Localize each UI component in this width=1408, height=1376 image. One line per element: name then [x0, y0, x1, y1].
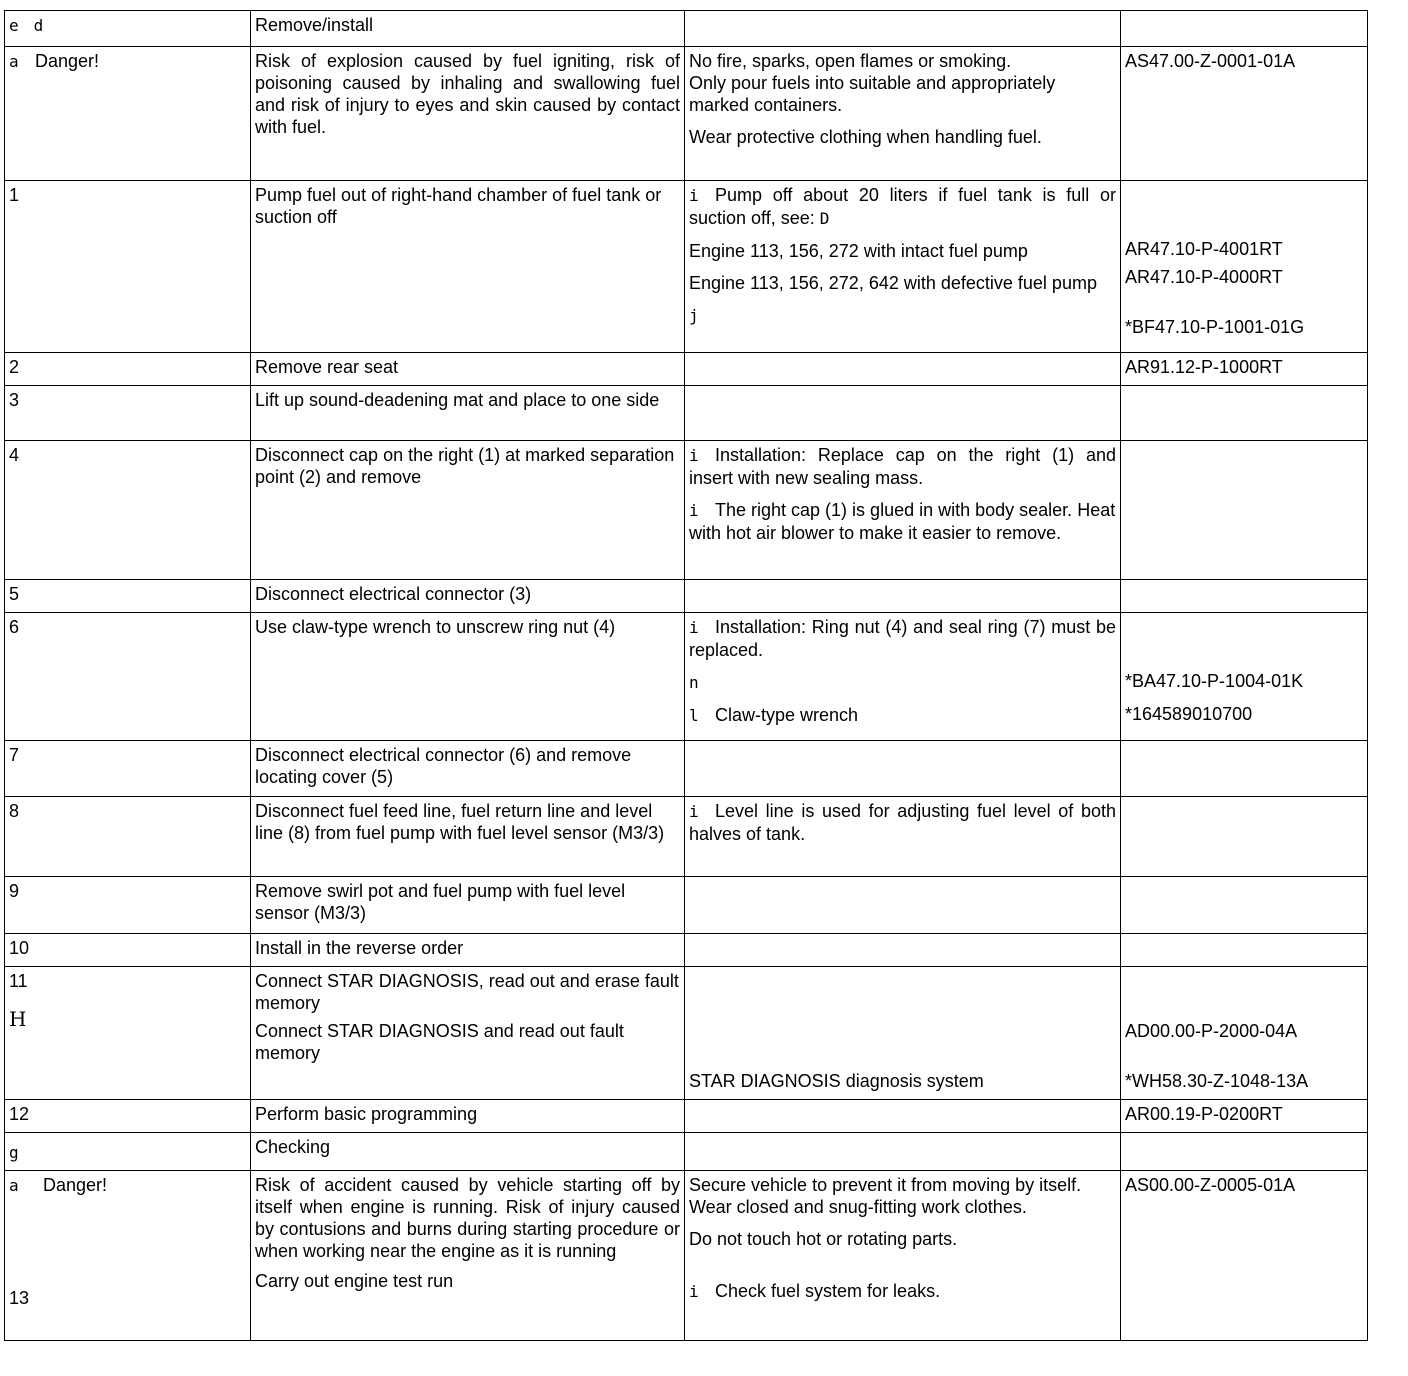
- step-text: Connect STAR DIAGNOSIS, read out and erase fault memory: [255, 971, 679, 1013]
- step-note: Pump off about 20 liters if fuel tank is full or suction off, see:: [689, 185, 1116, 228]
- checking-symbol: g: [9, 1143, 19, 1162]
- reference[interactable]: AR47.10-P-4001RT: [1125, 239, 1283, 259]
- step-text: Carry out engine test run: [255, 1271, 454, 1291]
- step-row-7: [5, 741, 1368, 797]
- installation-note: Installation: Replace cap on the right (1) and insert with new sealing mass.: [689, 445, 1116, 488]
- danger-measure: Do not touch hot or rotating parts.: [689, 1229, 958, 1249]
- danger-risk-text: Risk of accident caused by vehicle starting off by itself when engine is running. Risk of injury caused by contusions and burns during starting procedure or when working near the engine as it is running: [255, 1175, 680, 1261]
- danger-measure: Wear closed and snug-fitting work clothes.: [689, 1197, 1027, 1217]
- step-text: Install in the reverse order: [255, 938, 464, 958]
- procedure-table: [4, 10, 1368, 1341]
- see-symbol: D: [819, 209, 830, 228]
- step-text: Remove rear seat: [255, 357, 399, 377]
- danger-measure: Secure vehicle to prevent it from moving by itself.: [689, 1175, 1082, 1195]
- step-row-1: [5, 181, 1368, 353]
- tool-reference[interactable]: *WH58.30-Z-1048-13A: [1125, 1071, 1309, 1091]
- danger-symbol: a: [9, 1176, 19, 1195]
- step-row-2: [5, 353, 1368, 386]
- step-row-12: [5, 1100, 1368, 1133]
- step-number: 1: [9, 185, 20, 205]
- engine-variant: Engine 113, 156, 272, 642 with defective fuel pump: [689, 273, 1097, 293]
- danger-row-engine: [5, 1171, 1368, 1341]
- step-number: 8: [9, 801, 20, 821]
- info-icon: i: [689, 446, 699, 465]
- danger-row-fuel: [5, 47, 1368, 181]
- step-text: Perform basic programming: [255, 1104, 478, 1124]
- danger-symbol: a: [9, 52, 19, 71]
- step-number: 13: [9, 1288, 30, 1308]
- checking-title: Checking: [255, 1137, 331, 1157]
- step-text: Disconnect electrical connector (6) and remove locating cover (5): [255, 745, 632, 787]
- step-row-6: [5, 613, 1368, 741]
- step-number: 3: [9, 390, 20, 410]
- remove-symbol: e: [9, 16, 19, 35]
- step-text: Disconnect fuel feed line, fuel return line and level line (8) from fuel pump with fuel level sensor (M3/3): [255, 801, 665, 843]
- step-row-3: [5, 386, 1368, 441]
- checking-row: [5, 1133, 1368, 1171]
- info-icon: i: [689, 186, 699, 205]
- info-icon: i: [689, 618, 699, 637]
- danger-measure: No fire, sparks, open flames or smoking.: [689, 51, 1012, 71]
- step-text: Remove swirl pot and fuel pump with fuel level sensor (M3/3): [255, 881, 626, 923]
- danger-measure: Wear protective clothing when handling fuel.: [689, 127, 1042, 147]
- step-note: The right cap (1) is glued in with body sealer. Heat with hot air blower to make it easier to remove.: [689, 500, 1116, 543]
- step-number: 5: [9, 584, 20, 604]
- procedure-document: [4, 10, 1367, 1341]
- step-text: Pump fuel out of right-hand chamber of fuel tank or suction off: [255, 185, 662, 227]
- danger-label: Danger!: [35, 51, 100, 71]
- tool-reference[interactable]: *164589010700: [1125, 704, 1253, 724]
- reference[interactable]: AR00.19-P-0200RT: [1125, 1104, 1283, 1124]
- hazard-symbol: H: [9, 1007, 27, 1031]
- step-row-4: [5, 441, 1368, 580]
- section-title: Remove/install: [255, 15, 374, 35]
- step-text: Disconnect cap on the right (1) at marked separation point (2) and remove: [255, 445, 675, 487]
- danger-label: Danger!: [43, 1175, 108, 1195]
- tool-name: Claw-type wrench: [715, 705, 859, 725]
- reference[interactable]: AR91.12-P-1000RT: [1125, 357, 1283, 377]
- step-subtext: Connect STAR DIAGNOSIS and read out fault memory: [255, 1021, 624, 1063]
- tool-symbol: l: [689, 706, 699, 725]
- info-icon: i: [689, 1282, 699, 1301]
- danger-risk-text: Risk of explosion caused by fuel igniting, risk of poisoning caused by inhaling and swallowing fuel and risk of injury to eyes and skin caused by contact with fuel.: [255, 51, 680, 137]
- tool-symbol: j: [689, 306, 699, 325]
- info-icon: i: [689, 802, 699, 821]
- danger-measure: Only pour fuels into suitable and appropriately marked containers.: [689, 73, 1056, 115]
- step-number: 2: [9, 357, 20, 377]
- step-text: Disconnect electrical connector (3): [255, 584, 532, 604]
- step-row-8: [5, 797, 1368, 877]
- reference[interactable]: AR47.10-P-4000RT: [1125, 267, 1283, 287]
- danger-reference: AS00.00-Z-0005-01A: [1125, 1175, 1296, 1195]
- step-number: 6: [9, 617, 20, 637]
- step-row-11: [5, 967, 1368, 1100]
- step-number: 11: [9, 971, 28, 991]
- diagnosis-system: STAR DIAGNOSIS diagnosis system: [689, 1071, 984, 1091]
- step-row-5: [5, 580, 1368, 613]
- installation-note: Installation: Ring nut (4) and seal ring (7) must be replaced.: [689, 617, 1116, 660]
- tightening-torque-symbol: n: [689, 673, 699, 692]
- step-row-9: [5, 877, 1368, 934]
- step-number: 4: [9, 445, 20, 465]
- step-number: 10: [9, 938, 30, 958]
- info-icon: i: [689, 501, 699, 520]
- tool-reference[interactable]: *BF47.10-P-1001-01G: [1125, 317, 1305, 337]
- install-symbol: d: [33, 16, 44, 35]
- step-row-10: [5, 934, 1368, 967]
- step-number: 7: [9, 745, 20, 765]
- danger-reference: AS47.00-Z-0001-01A: [1125, 51, 1296, 71]
- engine-variant: Engine 113, 156, 272 with intact fuel pump: [689, 241, 1028, 261]
- step-note: Level line is used for adjusting fuel level of both halves of tank.: [689, 801, 1116, 844]
- header-row: [5, 11, 1368, 47]
- step-text: Use claw-type wrench to unscrew ring nut (4): [255, 617, 616, 637]
- step-number: 12: [9, 1104, 30, 1124]
- reference[interactable]: AD00.00-P-2000-04A: [1125, 1021, 1298, 1041]
- torque-reference[interactable]: *BA47.10-P-1004-01K: [1125, 671, 1304, 691]
- step-number: 9: [9, 881, 20, 901]
- step-note: Check fuel system for leaks.: [715, 1281, 941, 1301]
- step-text: Lift up sound-deadening mat and place to one side: [255, 390, 660, 410]
